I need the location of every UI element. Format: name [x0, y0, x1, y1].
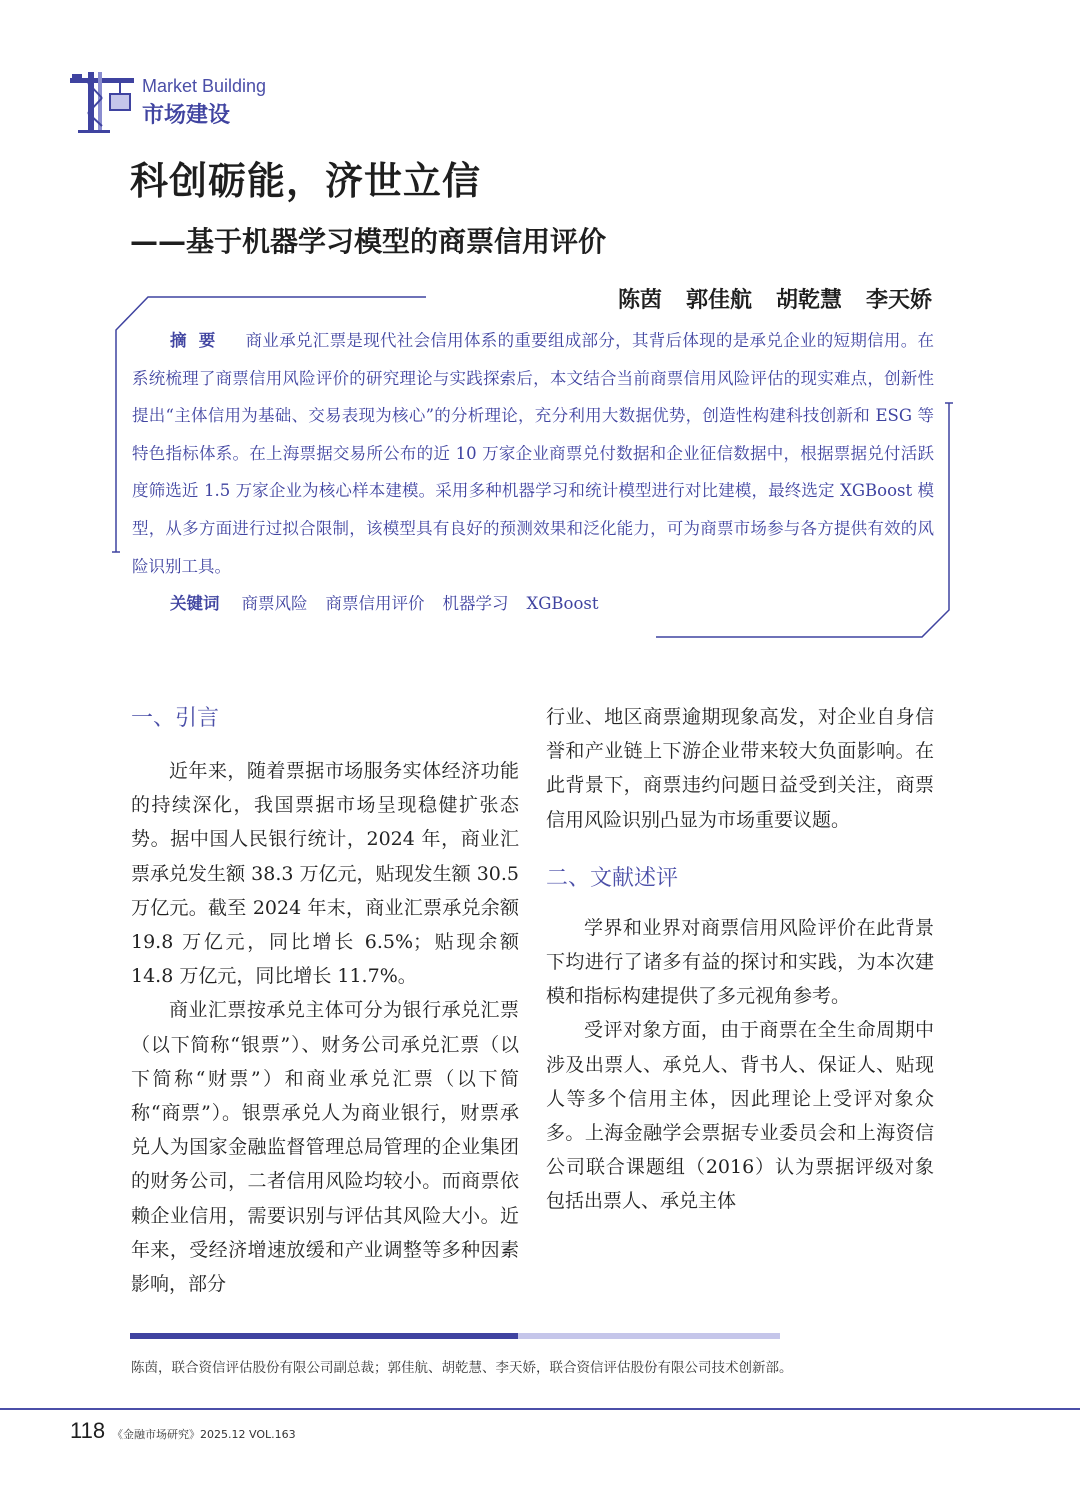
author-list — [618, 283, 932, 314]
author-name: 胡乾慧 — [775, 288, 842, 313]
page-number: 118 — [70, 1418, 106, 1443]
abstract-label: 摘要 — [170, 331, 228, 350]
footer-rule — [0, 1408, 1080, 1410]
footnote-divider — [130, 1333, 518, 1339]
article-title: 科创砺能，济世立信 — [130, 159, 482, 203]
author-name: 李天娇 — [865, 288, 932, 313]
section-name-en: Market Building — [142, 76, 267, 96]
paragraph: 学界和业界对商票信用风险评价在此背景下均进行了诸多有益的探讨和实践，为本次建模和指标构建提供了多元视角参考。 — [546, 916, 934, 1008]
body-column-left — [131, 698, 519, 1301]
body-column-right — [546, 700, 934, 1219]
section-heading-literature: 二、文献述评 — [546, 865, 679, 891]
journal-info: 《金融市场研究》2025.12 VOL.163 — [112, 1428, 296, 1441]
author-name: 陈茵 — [617, 288, 662, 313]
paragraph: 商业汇票按承兑主体可分为银行承兑汇票（以下简称“银票”）、财务公司承兑汇票（以下简称“财票”）和商业承兑汇票（以下简称“商票”）。银票承兑人为商业银行，财票承兑人为国家金融监督管理总局管理的企业集团的财务公司，二者信用风险均较小。而商票依赖企业信用，需要识别与评估其风险大小。近年来，受经济增速放缓和产业调整等多种因素影响，部分 — [131, 999, 519, 1296]
author-footnote: 陈茵，联合资信评估股份有限公司副总裁；郭佳航、胡乾慧、李天娇，联合资信评估股份有限公司技术创新部。 — [131, 1360, 793, 1376]
author-name: 郭佳航 — [685, 288, 752, 313]
abstract-text: 商业承兑汇票是现代社会信用体系的重要组成部分，其背后体现的是承兑企业的短期信用。在系统梳理了商票信用风险评价的研究理论与实践探索后，本文结合当前商票信用风险评估的现实难点，创新性提出“主体信用为基础、交易表现为核心”的分析理论，充分利用大数据优势，创造性构建科技创新和 ESG 等特色指标体系。在上海票据交易所公布的近 10 万家企业商票兑付数据和企业征信数据中，根据票据兑付活跃度筛选近 1.5 万家企业为核心样本建模。采用多种机器学习和统计模型进行对比建模，最终选定 XGBoost 模型，从多方面进行过拟合限制，该模型具有良好的预测效果和泛化能力，可为商票市场参与各方提供有效的风险识别工具。 — [132, 331, 935, 576]
keyword: 机器学习 — [442, 594, 509, 613]
crane-icon — [68, 68, 136, 134]
section-name-cn: 市场建设 — [142, 103, 231, 128]
paragraph-continued: 行业、地区商票逾期现象高发，对企业自身信誉和产业链上下游企业带来较大负面影响。在此背景下，商票违约问题日益受到关注，商票信用风险识别凸显为市场重要议题。 — [546, 706, 934, 831]
keyword: 商票风险 — [241, 594, 308, 613]
paragraph: 近年来，随着票据市场服务实体经济功能的持续深化，我国票据市场呈现稳健扩张态势。据中国人民银行统计，2024 年，商业汇票承兑发生额 38.3 万亿元，贴现发生额 30.5 万亿元。截至 2024 年末，商业汇票承兑余额 19.8 万亿元，同比增长 6.5%；贴现余额 14.8 万亿元，同比增长 11.7%。 — [131, 760, 519, 988]
section-heading-intro: 一、引言 — [131, 706, 220, 731]
keyword: 商票信用评价 — [325, 594, 425, 613]
paragraph: 受评对象方面，由于商票在全生命周期中涉及出票人、承兑人、背书人、保证人、贴现人等多个信用主体，因此理论上受评对象众多。上海金融学会票据专业委员会和上海资信公司联合课题组（2016）认为票据评级对象包括出票人、承兑主体 — [546, 1019, 934, 1213]
keywords — [170, 590, 599, 614]
keywords-label: 关键词 — [170, 594, 220, 613]
article-subtitle: ——基于机器学习模型的商票信用评价 — [130, 225, 607, 258]
abstract — [132, 322, 934, 585]
keyword: XGBoost — [526, 594, 599, 613]
footnote-divider-light — [518, 1333, 780, 1339]
